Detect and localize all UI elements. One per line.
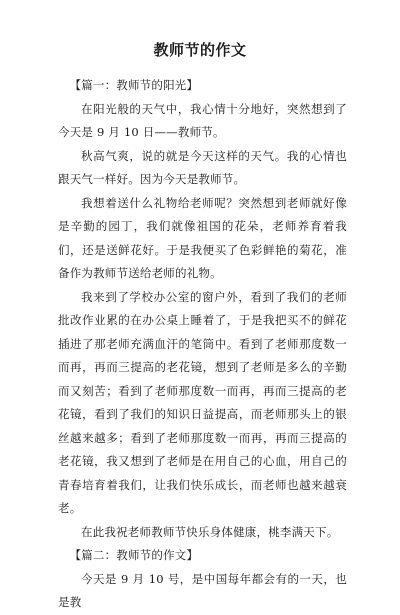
paragraph: 秋高气爽，说的就是今天这样的天气。我的心情也跟天气一样好。因为今天是教师节。 [58,148,347,186]
paragraph: 在阳光般的天气中，我心情十分地好，突然想到了今天是 9 月 10 日——教师节。 [58,101,347,139]
paragraph: 我想着送什么礼物给老师呢？突然想到老师就好像是辛勤的园丁，我们就像祖国的花朵，老师养育着我们，还是送鲜花好。于是我便买了色彩鲜艳的菊花，准备作为教师节送给老师的礼物。 [58,195,347,280]
paragraph: 今天是 9 月 10 号，是中国每年都会有的一天，也是教 [58,571,347,609]
section-heading-1: 【篇一：教师节的阳光】 [69,78,199,92]
paragraph: 我来到了学校办公室的窗户外，看到了我们的老师批改作业累的在办公桌上睡着了，于是我把买不的鲜花插进了那老师充满血汗的笔筒中。看到了老师那度数一而再，再而三提高的老花镜，想到了老师是多么的辛勤而又刻苦；看到了老师那度数一而再，再而三提高的老花镜，看到了我们的知识日益提高，而老师那头上的银丝越来越多；看到了老师那度数一而再，再而三提高的老花镜，我又想到了老师是在用自己的心血，用自己的青春培育着我们，让我们快乐成长，而老师也越来越衰老。 [58,289,347,515]
document-title: 教师节的作文 [153,41,247,59]
document-body [58,74,347,615]
section-heading-2: 【篇二：教师节的作文】 [69,548,199,562]
paragraph: 在此我祝老师教师节快乐身体健康，桃李满天下。 [81,524,339,539]
